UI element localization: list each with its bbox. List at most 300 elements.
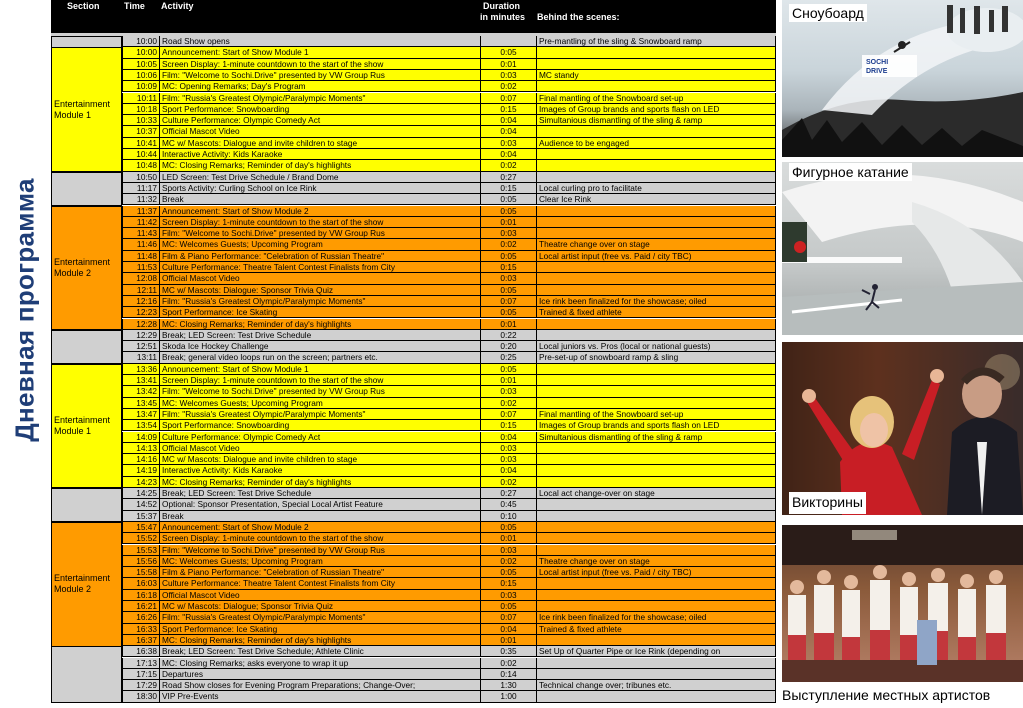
activity-cell: Screen Display: 1-minute countdown to the start of the show — [159, 533, 480, 544]
table-row — [51, 172, 776, 183]
duration-cell: 0:15 — [480, 104, 536, 115]
time-cell: 16:38 — [122, 646, 159, 657]
duration-cell: 0:27 — [480, 488, 536, 499]
time-cell: 11:53 — [122, 262, 159, 273]
section-cell — [51, 47, 122, 172]
activity-cell: MC: Closing Remarks; asks everyone to wrap it up — [159, 658, 480, 669]
table-row — [51, 59, 776, 70]
behind-scenes-cell: Theatre change over on stage — [536, 556, 776, 567]
duration-cell: 0:05 — [480, 206, 536, 217]
section-label-line1: Entertainment — [54, 256, 111, 267]
duration-cell: 0:01 — [480, 59, 536, 70]
duration-cell: 0:05 — [480, 601, 536, 612]
behind-scenes-cell: Set Up of Quarter Pipe or Ice Rink (depending on — [536, 646, 776, 657]
table-row — [51, 149, 776, 160]
table-row — [51, 398, 776, 409]
behind-scenes-cell — [536, 691, 776, 702]
activity-cell: Culture Performance: Olympic Comedy Act — [159, 115, 480, 126]
activity-cell: MC: Opening Remarks; Day's Program — [159, 81, 480, 92]
behind-scenes-cell — [536, 262, 776, 273]
duration-cell: 0:10 — [480, 511, 536, 522]
table-row — [51, 239, 776, 250]
header-behind-scenes: Behind the scenes: — [537, 12, 620, 22]
behind-scenes-cell — [536, 228, 776, 239]
duration-cell: 0:07 — [480, 612, 536, 623]
table-row — [51, 646, 776, 657]
table-row — [51, 522, 776, 533]
time-cell: 10:41 — [122, 138, 159, 149]
duration-cell: 0:03 — [480, 443, 536, 454]
activity-cell: Official Mascot Video — [159, 443, 480, 454]
activity-cell: Film: "Welcome to Sochi.Drive" presented by VW Group Rus — [159, 386, 480, 397]
table-row — [51, 420, 776, 431]
duration-cell: 0:02 — [480, 81, 536, 92]
activity-cell: VIP Pre-Events — [159, 691, 480, 702]
time-cell: 15:56 — [122, 556, 159, 567]
artists-photo — [782, 525, 1023, 682]
section-label-line1: Entertainment — [54, 415, 111, 426]
table-row — [51, 251, 776, 262]
table-row — [51, 454, 776, 465]
behind-scenes-cell: Local artist input (free vs. Paid / city TBC) — [536, 251, 776, 262]
section-cell — [51, 364, 122, 489]
time-cell: 12:23 — [122, 307, 159, 318]
section-label-line2: Module 2 — [54, 267, 92, 278]
duration-cell: 0:03 — [480, 545, 536, 556]
duration-cell: 0:03 — [480, 273, 536, 284]
activity-cell: MC: Welcomes Guests; Upcoming Program — [159, 239, 480, 250]
time-cell: 12:08 — [122, 273, 159, 284]
behind-scenes-cell: Ice rink been finalized for the showcase; oiled — [536, 296, 776, 307]
table-row — [51, 386, 776, 397]
time-cell: 11:32 — [122, 194, 159, 205]
duration-cell: 0:05 — [480, 364, 536, 375]
behind-scenes-cell: Theatre change over on stage — [536, 239, 776, 250]
time-cell: 14:13 — [122, 443, 159, 454]
table-row — [51, 341, 776, 352]
time-cell: 18:30 — [122, 691, 159, 702]
section-label-line2: Module 1 — [54, 109, 92, 120]
time-cell: 16:18 — [122, 590, 159, 601]
behind-scenes-cell: Trained & fixed athlete — [536, 624, 776, 635]
table-row — [51, 590, 776, 601]
table-row — [51, 680, 776, 691]
duration-cell: 0:01 — [480, 375, 536, 386]
duration-cell: 0:01 — [480, 217, 536, 228]
time-cell: 15:47 — [122, 522, 159, 533]
time-cell: 11:46 — [122, 239, 159, 250]
activity-cell: Official Mascot Video — [159, 126, 480, 137]
behind-scenes-cell — [536, 443, 776, 454]
duration-cell: 0:02 — [480, 398, 536, 409]
duration-cell: 0:01 — [480, 319, 536, 330]
section-cell — [51, 172, 122, 206]
duration-cell: 0:02 — [480, 239, 536, 250]
time-cell: 10:50 — [122, 172, 159, 183]
behind-scenes-cell — [536, 477, 776, 488]
activity-cell: MC w/ Mascots: Dialogue and invite children to stage — [159, 138, 480, 149]
activity-cell: MC: Closing Remarks; Reminder of day's highlights — [159, 477, 480, 488]
label-quiz: Викторины — [789, 492, 866, 514]
table-row — [51, 352, 776, 363]
table-row — [51, 567, 776, 578]
table-row — [51, 47, 776, 58]
section-cell — [51, 522, 122, 647]
behind-scenes-cell: Images of Group brands and sports flash on LED — [536, 420, 776, 431]
section-label — [54, 99, 110, 121]
activity-cell: Break; LED Screen: Test Drive Schedule — [159, 488, 480, 499]
behind-scenes-cell — [536, 669, 776, 680]
time-cell: 12:29 — [122, 330, 159, 341]
table-row — [51, 545, 776, 556]
time-cell: 10:09 — [122, 81, 159, 92]
section-cell — [51, 646, 122, 703]
behind-scenes-cell: Simultanious dismantling of the sling & ramp — [536, 115, 776, 126]
behind-scenes-cell: Local curling pro to facilitate — [536, 183, 776, 194]
behind-scenes-cell — [536, 285, 776, 296]
behind-scenes-cell — [536, 465, 776, 476]
activity-cell: Announcement: Start of Show Module 1 — [159, 364, 480, 375]
snowboard-photo — [782, 0, 1023, 157]
duration-cell: 0:01 — [480, 635, 536, 646]
time-cell: 11:17 — [122, 183, 159, 194]
behind-scenes-cell — [536, 273, 776, 284]
duration-cell: 0:03 — [480, 454, 536, 465]
activity-cell: Sport Performance: Snowboarding — [159, 420, 480, 431]
table-row — [51, 578, 776, 589]
duration-cell: 0:04 — [480, 432, 536, 443]
activity-cell: Break — [159, 511, 480, 522]
time-cell: 16:26 — [122, 612, 159, 623]
behind-scenes-cell — [536, 578, 776, 589]
table-header — [51, 0, 776, 33]
behind-scenes-cell — [536, 590, 776, 601]
activity-cell: MC w/ Mascots: Dialogue: Sponsor Trivia Quiz — [159, 285, 480, 296]
activity-cell: Interactive Activity: Kids Karaoke — [159, 465, 480, 476]
duration-cell: 0:05 — [480, 567, 536, 578]
behind-scenes-cell — [536, 149, 776, 160]
snowboard-illustration — [782, 0, 1023, 157]
label-snowboard: Сноубоард — [789, 4, 867, 22]
time-cell: 10:33 — [122, 115, 159, 126]
activity-cell: MC w/ Mascots: Dialogue and invite children to stage — [159, 454, 480, 465]
table-row — [51, 194, 776, 205]
duration-cell: 0:22 — [480, 330, 536, 341]
behind-scenes-cell: Local juniors vs. Pros (local or national guests) — [536, 341, 776, 352]
behind-scenes-cell — [536, 59, 776, 70]
time-cell: 15:37 — [122, 511, 159, 522]
behind-scenes-cell — [536, 160, 776, 171]
behind-scenes-cell: MC standy — [536, 70, 776, 81]
behind-scenes-cell: Images of Group brands and sports flash on LED — [536, 104, 776, 115]
duration-cell — [480, 36, 536, 47]
behind-scenes-cell: Technical change over; tribunes etc. — [536, 680, 776, 691]
time-cell: 10:00 — [122, 47, 159, 58]
duration-cell: 0:03 — [480, 70, 536, 81]
duration-cell: 0:05 — [480, 307, 536, 318]
table-row — [51, 330, 776, 341]
schedule-table — [51, 0, 776, 707]
activity-cell: Sport Performance: Ice Skating — [159, 307, 480, 318]
activity-cell: Film: "Russia's Greatest Olympic/Paralympic Moments" — [159, 93, 480, 104]
activity-cell: Optional: Sponsor Presentation, Special Local Artist Feature — [159, 499, 480, 510]
activity-cell: Break; LED Screen: Test Drive Schedule; Athlete Clinic — [159, 646, 480, 657]
behind-scenes-cell — [536, 386, 776, 397]
time-cell: 17:15 — [122, 669, 159, 680]
activity-cell: Film: "Russia's Greatest Olympic/Paralympic Moments" — [159, 296, 480, 307]
duration-cell: 0:45 — [480, 499, 536, 510]
time-cell: 14:52 — [122, 499, 159, 510]
section-label — [54, 257, 110, 279]
activity-cell: Announcement: Start of Show Module 1 — [159, 47, 480, 58]
label-skating: Фигурное катание — [789, 163, 912, 181]
activity-cell: Road Show opens — [159, 36, 480, 47]
time-cell: 13:42 — [122, 386, 159, 397]
activity-cell: Interactive Activity: Kids Karaoke — [159, 149, 480, 160]
activity-cell: Culture Performance: Olympic Comedy Act — [159, 432, 480, 443]
behind-scenes-cell: Pre-set-up of snowboard ramp & sling — [536, 352, 776, 363]
duration-cell: 0:07 — [480, 409, 536, 420]
time-cell: 12:11 — [122, 285, 159, 296]
time-cell: 13:11 — [122, 352, 159, 363]
time-cell: 15:52 — [122, 533, 159, 544]
table-row — [51, 126, 776, 137]
time-cell: 15:53 — [122, 545, 159, 556]
table-row — [51, 691, 776, 702]
quiz-illustration — [782, 342, 1023, 515]
duration-cell: 0:02 — [480, 477, 536, 488]
skating-photo — [782, 162, 1023, 335]
time-cell: 14:19 — [122, 465, 159, 476]
header-duration-unit: in minutes — [480, 12, 526, 22]
sign-line1: SOCHI — [866, 59, 889, 66]
activity-cell: Break — [159, 194, 480, 205]
behind-scenes-cell — [536, 330, 776, 341]
time-cell: 14:16 — [122, 454, 159, 465]
header-duration: Duration — [483, 1, 520, 11]
behind-scenes-cell — [536, 454, 776, 465]
activity-cell: Break; general video loops run on the screen; partners etc. — [159, 352, 480, 363]
table-row — [51, 307, 776, 318]
behind-scenes-cell — [536, 658, 776, 669]
table-row — [51, 409, 776, 420]
time-cell: 13:45 — [122, 398, 159, 409]
activity-cell: Culture Performance: Theatre Talent Contest Finalists from City — [159, 262, 480, 273]
time-cell: 10:37 — [122, 126, 159, 137]
section-label-line2: Module 1 — [54, 426, 92, 437]
table-row — [51, 70, 776, 81]
activity-cell: Official Mascot Video — [159, 590, 480, 601]
time-cell: 16:37 — [122, 635, 159, 646]
table-row — [51, 601, 776, 612]
behind-scenes-cell: Simultanious dismantling of the sling & ramp — [536, 432, 776, 443]
activity-cell: MC: Welcomes Guests; Upcoming Program — [159, 556, 480, 567]
behind-scenes-cell: Local act change-over on stage — [536, 488, 776, 499]
activity-cell: MC: Closing Remarks; Reminder of day's highlights — [159, 635, 480, 646]
duration-cell: 1:00 — [480, 691, 536, 702]
duration-cell: 0:04 — [480, 465, 536, 476]
time-cell: 13:36 — [122, 364, 159, 375]
behind-scenes-cell — [536, 601, 776, 612]
behind-scenes-cell — [536, 398, 776, 409]
table-row — [51, 669, 776, 680]
time-cell: 16:21 — [122, 601, 159, 612]
time-cell: 10:06 — [122, 70, 159, 81]
section-label — [54, 573, 110, 595]
table-row — [51, 375, 776, 386]
time-cell: 11:48 — [122, 251, 159, 262]
behind-scenes-cell — [536, 375, 776, 386]
duration-cell: 0:02 — [480, 658, 536, 669]
activity-cell: Film: "Welcome to Sochi.Drive" presented by VW Group Rus — [159, 70, 480, 81]
behind-scenes-cell — [536, 635, 776, 646]
behind-scenes-cell — [536, 172, 776, 183]
section-label-line1: Entertainment — [54, 573, 111, 584]
skating-illustration — [782, 162, 1023, 335]
table-row — [51, 273, 776, 284]
time-cell: 10:11 — [122, 93, 159, 104]
activity-cell: Film: "Russia's Greatest Olympic/Paralympic Moments" — [159, 612, 480, 623]
table-row — [51, 296, 776, 307]
table-row — [51, 262, 776, 273]
duration-cell: 1:30 — [480, 680, 536, 691]
duration-cell: 0:15 — [480, 262, 536, 273]
table-row — [51, 533, 776, 544]
vertical-title — [0, 60, 50, 560]
duration-cell: 0:20 — [480, 341, 536, 352]
duration-cell: 0:05 — [480, 285, 536, 296]
duration-cell: 0:02 — [480, 160, 536, 171]
activity-cell: LED Screen: Test Drive Schedule / Brand Dome — [159, 172, 480, 183]
behind-scenes-cell: Local artist input (free vs. Paid / city TBC) — [536, 567, 776, 578]
activity-cell: Film: "Russia's Greatest Olympic/Paralympic Moments" — [159, 409, 480, 420]
time-cell: 11:43 — [122, 228, 159, 239]
section-label — [54, 415, 110, 437]
table-row — [51, 36, 776, 47]
activity-cell: Film & Piano Performance: "Celebration of Russian Theatre" — [159, 567, 480, 578]
header-section: Section — [67, 1, 100, 11]
time-cell: 13:41 — [122, 375, 159, 386]
section-cell — [51, 206, 122, 331]
behind-scenes-cell — [536, 319, 776, 330]
table-row — [51, 556, 776, 567]
duration-cell: 0:07 — [480, 93, 536, 104]
behind-scenes-cell — [536, 545, 776, 556]
activity-cell: Announcement: Start of Show Module 2 — [159, 522, 480, 533]
duration-cell: 0:03 — [480, 386, 536, 397]
duration-cell: 0:15 — [480, 578, 536, 589]
table-row — [51, 477, 776, 488]
behind-scenes-cell — [536, 511, 776, 522]
label-artists: Выступление местных артистов — [782, 687, 991, 703]
header-activity: Activity — [161, 1, 194, 11]
time-cell: 11:42 — [122, 217, 159, 228]
table-row — [51, 104, 776, 115]
section-cell — [51, 36, 122, 48]
table-row — [51, 511, 776, 522]
time-cell: 10:48 — [122, 160, 159, 171]
behind-scenes-cell — [536, 126, 776, 137]
section-label-line2: Module 2 — [54, 584, 92, 595]
duration-cell: 0:01 — [480, 533, 536, 544]
time-cell: 12:51 — [122, 341, 159, 352]
time-cell: 10:00 — [122, 36, 159, 47]
section-label-line1: Entertainment — [54, 98, 111, 109]
duration-cell: 0:04 — [480, 126, 536, 137]
duration-cell: 0:04 — [480, 624, 536, 635]
time-cell: 17:13 — [122, 658, 159, 669]
table-row — [51, 217, 776, 228]
table-row — [51, 183, 776, 194]
time-cell: 10:44 — [122, 149, 159, 160]
table-row — [51, 206, 776, 217]
duration-cell: 0:15 — [480, 183, 536, 194]
duration-cell: 0:02 — [480, 556, 536, 567]
behind-scenes-cell — [536, 499, 776, 510]
duration-cell: 0:25 — [480, 352, 536, 363]
duration-cell: 0:04 — [480, 115, 536, 126]
time-cell: 15:58 — [122, 567, 159, 578]
activity-cell: MC: Welcomes Guests; Upcoming Program — [159, 398, 480, 409]
activity-cell: MC w/ Mascots: Dialogue; Sponsor Trivia Quiz — [159, 601, 480, 612]
time-cell: 14:25 — [122, 488, 159, 499]
table-row — [51, 138, 776, 149]
header-time: Time — [124, 1, 145, 11]
duration-cell: 0:05 — [480, 251, 536, 262]
behind-scenes-cell: Ice rink been finalized for the showcase; oiled — [536, 612, 776, 623]
behind-scenes-cell: Audience to be engaged — [536, 138, 776, 149]
table-row — [51, 160, 776, 171]
duration-cell: 0:05 — [480, 522, 536, 533]
time-cell: 14:23 — [122, 477, 159, 488]
time-cell: 12:28 — [122, 319, 159, 330]
table-row — [51, 612, 776, 623]
activity-cell: Culture Performance: Theatre Talent Contest Finalists from City — [159, 578, 480, 589]
table-row — [51, 93, 776, 104]
time-cell: 16:33 — [122, 624, 159, 635]
duration-cell: 0:14 — [480, 669, 536, 680]
activity-cell: Skoda Ice Hockey Challenge — [159, 341, 480, 352]
activity-cell: Film: "Welcome to Sochi.Drive" presented by VW Group Rus — [159, 228, 480, 239]
behind-scenes-cell — [536, 522, 776, 533]
activity-cell: Official Mascot Video — [159, 273, 480, 284]
behind-scenes-cell — [536, 364, 776, 375]
table-row — [51, 81, 776, 92]
behind-scenes-cell — [536, 81, 776, 92]
duration-cell: 0:03 — [480, 228, 536, 239]
activity-cell: Screen Display: 1-minute countdown to the start of the show — [159, 59, 480, 70]
activity-cell: MC: Closing Remarks; Reminder of day's highlights — [159, 160, 480, 171]
behind-scenes-cell — [536, 217, 776, 228]
time-cell: 17:29 — [122, 680, 159, 691]
time-cell: 13:47 — [122, 409, 159, 420]
duration-cell: 0:05 — [480, 47, 536, 58]
activity-cell: Screen Display: 1-minute countdown to the start of the show — [159, 375, 480, 386]
artists-illustration — [782, 525, 1023, 682]
activity-cell: Sports Activity: Curling School on Ice Rink — [159, 183, 480, 194]
table-row — [51, 319, 776, 330]
table-row — [51, 432, 776, 443]
time-cell: 10:05 — [122, 59, 159, 70]
duration-cell: 0:35 — [480, 646, 536, 657]
activity-cell: Departures — [159, 669, 480, 680]
behind-scenes-cell — [536, 47, 776, 58]
section-cell — [51, 330, 122, 364]
time-cell: 14:09 — [122, 432, 159, 443]
behind-scenes-cell: Final mantling of the Snowboard set-up — [536, 409, 776, 420]
table-row — [51, 499, 776, 510]
activity-cell: Film & Piano Performance: "Celebration of Russian Theatre" — [159, 251, 480, 262]
